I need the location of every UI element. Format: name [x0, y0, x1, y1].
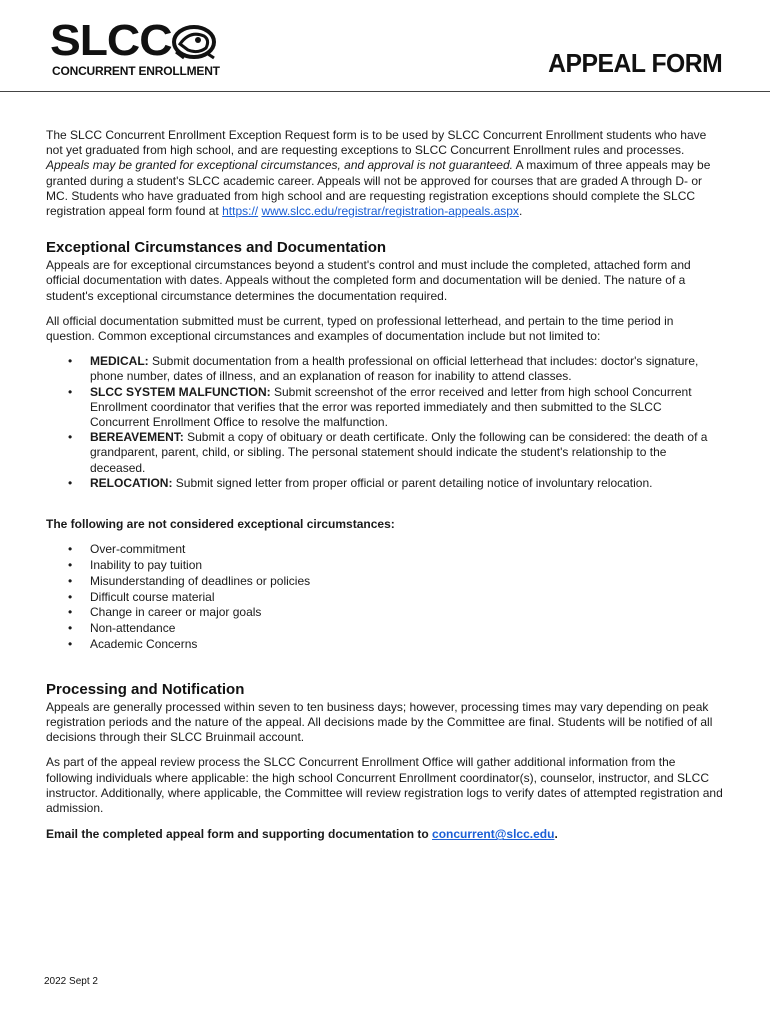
intro-text-b: A maximum of three appeals may be granted during a student's SLCC academic career. Appeals will not be approved for courses that are graded A through D- or MC. Students who have graduated from high school and are requesting registration exceptions should complete the SLCC registration appeal form found at — [46, 158, 711, 219]
list-item — [90, 476, 724, 491]
page-title: APPEAL FORM — [547, 48, 722, 78]
email-link[interactable]: concurrent@slcc.edu — [432, 827, 555, 842]
list-item — [90, 430, 724, 476]
list-item: • Misunderstanding of deadlines or policies — [90, 574, 724, 590]
email-instruction — [46, 827, 724, 842]
not-exceptional-list — [46, 542, 724, 653]
list-item: • Academic Concerns — [90, 637, 724, 653]
logo-subtitle: CONCURRENT ENROLLMENT — [52, 64, 220, 78]
processing-paragraph-1: Appeals are generally processed within seven to ten business days; however, processing times may vary depending on peak registration periods and the nature of the appeal. All decisions made by the Committee are final. Students will be notified of all decisions through their SLCC Bruinmail account. — [46, 699, 713, 745]
exceptional-heading: Exceptional Circumstances and Documentation — [46, 239, 387, 257]
intro-text-a: The SLCC Concurrent Enrollment Exception Request form is to be used by SLCC Concurrent Enrollment students who have not yet graduated from high school, and are requesting exceptions to SLCC Concurrent Enrollment rules and processes. — [46, 128, 707, 158]
registrar-link-prefix[interactable]: https:// — [222, 204, 259, 219]
item-text: Submit a copy of obituary or death certificate. Only the following can be considered: the death of a grandparent, parent, child, or sibling. The personal statement should indicate the student's relationship to the deceased. — [90, 430, 708, 475]
bruin-mascot-icon — [170, 22, 218, 62]
intro-paragraph — [46, 128, 724, 219]
item-text: Submit screenshot of the error received and letter from high school Concurrent Enrollment coordinator that verifies that the error was reported immediately and then submitted to the SLCC Concurrent Enrollment Office to resolve the malfunction. — [90, 384, 692, 430]
slcc-logo — [50, 16, 220, 65]
list-item: • Difficult course material — [90, 590, 724, 606]
header-divider — [0, 91, 770, 92]
page-header — [0, 0, 770, 92]
email-instruction-text: Email the completed appeal form and supporting documentation to — [46, 827, 433, 842]
item-text: Submit documentation from a health professional on official letterhead that includes: doctor's signature, phone number, dates of illness, and an explanation of reason for inability to attend classes. — [90, 354, 699, 384]
list-item: • Over-commitment — [90, 542, 724, 558]
intro-italic-text: Appeals may be granted for exceptional circumstances, and approval is not guaranteed. — [46, 158, 513, 173]
item-label: BEREAVEMENT: — [90, 430, 184, 445]
documentation-list — [46, 354, 724, 491]
list-item: • Change in career or major goals — [90, 605, 724, 621]
item-label: SLCC SYSTEM MALFUNCTION: — [90, 384, 271, 399]
footer-date: 2022 Sept 2 — [44, 976, 98, 987]
list-item: • Non-attendance — [90, 621, 724, 637]
intro-text-end: . — [518, 204, 523, 219]
item-label: MEDICAL: — [90, 354, 149, 369]
processing-paragraph-2: As part of the appeal review process the SLCC Concurrent Enrollment Office will gather additional information from the following individuals where applicable: the high school Concurrent Enrollment coordinator(s), counselor, instructor, and SLCC instructor. Additionally, where applicable, the Committee will review registration logs to verify dates of attempted registration and admission. — [46, 755, 723, 816]
exceptional-paragraph-2: All official documentation submitted must be current, typed on professional letterhead, and pertain to the time period in question. Common exceptional circumstances and examples of documentation include but not limited to: — [46, 313, 674, 344]
list-item — [90, 385, 724, 431]
processing-heading: Processing and Notification — [46, 680, 245, 698]
item-text: Submit signed letter from proper official or parent detailing notice of involuntary relocation. — [172, 475, 653, 490]
document-body — [46, 128, 724, 842]
list-item — [90, 354, 724, 384]
list-item: • Inability to pay tuition — [90, 558, 724, 574]
item-label: RELOCATION: — [90, 475, 173, 490]
not-exceptional-heading: The following are not considered exceptional circumstances: — [46, 517, 395, 532]
registrar-appeals-link[interactable]: www.slcc.edu/registrar/registration-appeals.aspx — [261, 204, 519, 219]
logo-text: SLCC — [50, 16, 172, 65]
email-instruction-end: . — [554, 827, 558, 842]
exceptional-paragraph-1: Appeals are for exceptional circumstances beyond a student's control and must include the completed, attached form and official documentation with dates. Appeals without the completed form and documentation will be denied. The nature of a student's exceptional circumstance determines the documentation required. — [46, 258, 691, 303]
